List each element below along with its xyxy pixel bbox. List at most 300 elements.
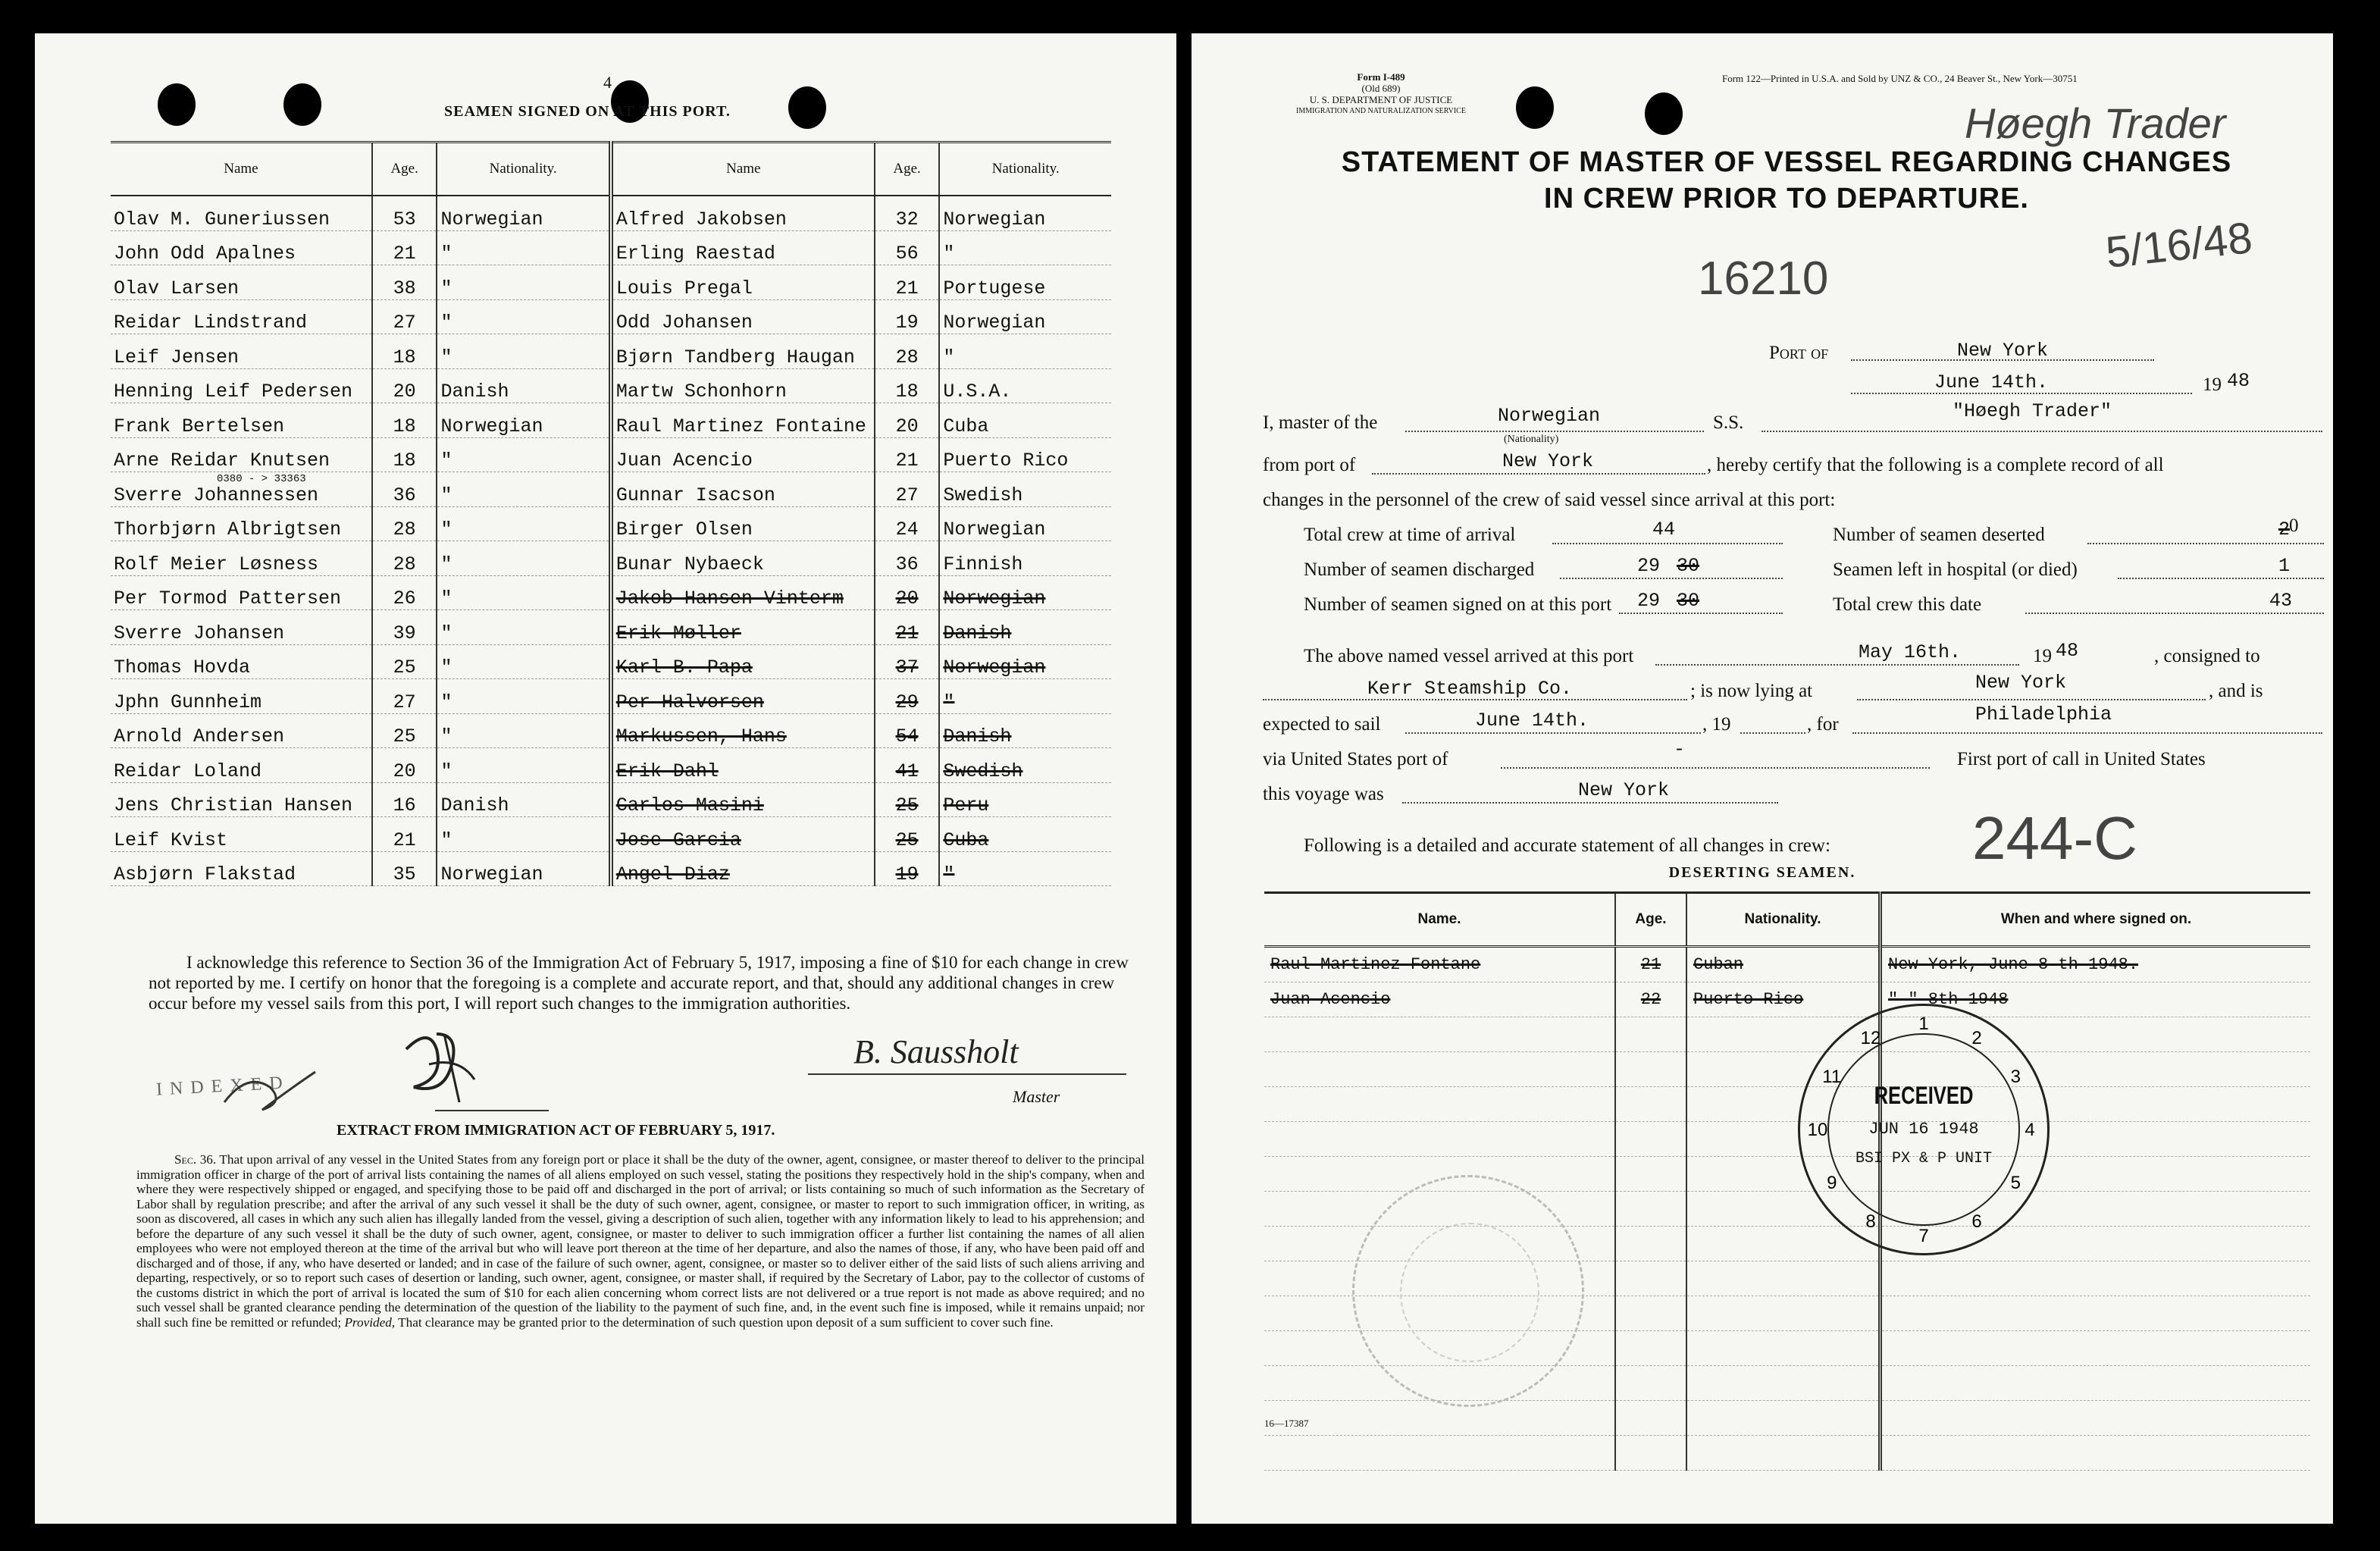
seaman-nationality: Danish bbox=[440, 381, 509, 403]
seaman-name: Jens Christian Hansen bbox=[114, 794, 353, 816]
seaman-age: 35 bbox=[393, 863, 416, 885]
seaman-age: 38 bbox=[393, 277, 416, 299]
seaman-nationality: Norwegian bbox=[943, 588, 1046, 609]
printer-note: Form 122—Printed in U.S.A. and Sold by UNZ & CO., 24 Beaver St., New York—30751 bbox=[1722, 73, 2078, 84]
seaman-name: Reidar Lindstrand bbox=[114, 312, 308, 334]
deserted-margin: 0 bbox=[2289, 515, 2299, 536]
seaman-nationality: " bbox=[440, 588, 453, 609]
table-row bbox=[1264, 1087, 2310, 1122]
table-cell bbox=[111, 265, 372, 300]
dotted-line bbox=[1405, 431, 1704, 432]
left-page bbox=[35, 33, 1176, 1524]
col-when-where: When and where signed on. bbox=[1881, 893, 2311, 947]
table-cell bbox=[437, 575, 610, 610]
seaman-age: 20 bbox=[895, 415, 919, 437]
seaman-name: Angel Diaz bbox=[615, 863, 730, 885]
deserter-age bbox=[1615, 1192, 1686, 1227]
col-name: Name. bbox=[1264, 893, 1615, 947]
deserter-nationality bbox=[1686, 1296, 1881, 1331]
proviso-text: That clearance may be granted prior to the determination of such question upon deposit of a sum sufficient to cover such fine. bbox=[398, 1314, 1054, 1330]
table-cell bbox=[875, 334, 940, 369]
table-cell bbox=[875, 265, 940, 300]
table-row bbox=[1264, 1436, 2310, 1471]
punch-hole bbox=[1516, 86, 1554, 129]
nationality-caption: (Nationality) bbox=[1504, 434, 1559, 445]
deserter-age bbox=[1615, 1157, 1686, 1192]
deserter-when-text: New York, June 8 th 1948. bbox=[1888, 955, 2139, 974]
deserter-nationality bbox=[1686, 1401, 1881, 1436]
seaman-age: 20 bbox=[895, 588, 919, 609]
seaman-nationality: Cuba bbox=[943, 415, 989, 437]
lying-text: ; is now lying at bbox=[1690, 681, 1813, 701]
table-cell bbox=[111, 782, 372, 817]
table-cell bbox=[111, 748, 372, 783]
table-cell bbox=[875, 299, 940, 334]
certify-text: , hereby certify that the following is a complete record of all bbox=[1707, 455, 2164, 475]
discharged-struck: 30 bbox=[1677, 555, 1700, 577]
table-cell bbox=[939, 403, 1111, 438]
table-cell bbox=[372, 782, 437, 817]
handwritten-code: 244-C bbox=[1972, 804, 2137, 872]
table-cell bbox=[939, 299, 1111, 334]
seaman-nationality: Norwegian bbox=[943, 519, 1046, 540]
deserter-when bbox=[1881, 1296, 2311, 1331]
deserter-age bbox=[1615, 1401, 1686, 1436]
seaman-nationality: " bbox=[440, 312, 453, 334]
seaman-nationality: Norwegian bbox=[943, 656, 1046, 678]
faded-seal bbox=[1352, 1175, 1584, 1407]
punch-hole bbox=[1645, 92, 1683, 135]
seaman-nationality: " bbox=[440, 346, 453, 368]
deserter-name bbox=[1264, 1052, 1615, 1087]
table-cell bbox=[111, 368, 372, 403]
table-cell bbox=[437, 748, 610, 783]
table-cell bbox=[437, 713, 610, 748]
table-cell bbox=[437, 644, 610, 679]
table-cell bbox=[111, 610, 372, 645]
table-cell bbox=[875, 403, 940, 438]
following-text: Following is a detailed and accurate statement of all changes in crew: bbox=[1304, 835, 1830, 856]
title-line-1: STATEMENT OF MASTER OF VESSEL REGARDING CHANGES bbox=[1341, 146, 2232, 178]
date-value: June 14th. bbox=[1934, 371, 2049, 393]
seaman-age: 27 bbox=[895, 484, 919, 506]
dotted-line bbox=[2087, 543, 2324, 544]
seaman-age: 16 bbox=[393, 794, 416, 816]
table-cell bbox=[372, 575, 437, 610]
deserter-nationality bbox=[1686, 1331, 1881, 1366]
signed-on-struck: 30 bbox=[1677, 590, 1700, 612]
seaman-age: 25 bbox=[895, 794, 919, 816]
deserter-nationality bbox=[1686, 1366, 1881, 1401]
table-header-row bbox=[111, 143, 1111, 196]
stamp-received: RECEIVED bbox=[1874, 1082, 1974, 1109]
seaman-nationality: Finnish bbox=[943, 553, 1023, 575]
table-row bbox=[1264, 1017, 2310, 1052]
table-cell bbox=[939, 644, 1111, 679]
seaman-age: 24 bbox=[895, 519, 919, 540]
seaman-nationality: " bbox=[440, 829, 453, 851]
consigned-text: , consigned to bbox=[2154, 646, 2260, 666]
table-cell bbox=[875, 851, 940, 886]
hospital-label: Seamen left in hospital (or died) bbox=[1833, 559, 2078, 580]
from-port-value: New York bbox=[1502, 450, 1594, 472]
form-old: (Old 689) bbox=[1361, 83, 1401, 94]
section-body: That upon arrival of any vessel in the United States from any foreign port or place it shall be the duty of the owner, agent, consignee, or master thereof to deliver to the principal immigration officer in charge of the port of arrival lists containing the names of all aliens employed on such vessel, stating the positions they respectively hold in the ship's company, when and where they were respectively shipped or engaged, and specifying those to be paid off and discharged in the port of arrival; or lists containing so much of such information as the Secretary of Labor shall by regulation prescribe; and after the arrival of any such vessel it shall be the duty of such owner, agent, consignee, or master to report to such immigration officer, in writing, as soon as discovered, all cases in which any such alien has illegally landed from the vessel, giving a description of such alien, together with any information likely to lead to his apprehension; and before the departure of any such vessel it shall be the duty of such owner, agent, consignee, or master to deliver to such immigration officer a further list containing the names of all alien employees who were not employed thereon at the time of the arrival but who will leave port thereon at the time of her departure, and also the names of those, if any, who have been paid off and discharged and of those, if any, who have deserted or landed; and in case of the failure of such owner, agent, consignee, or master so to deliver either of the said lists of such aliens arriving and departing, respectively, or so to report such cases of desertion or landing, such owner, agent, consignee, or master shall, if required by the Secretary of Labor, pay to the collector of customs of the customs district in which the port of arrival is located the sum of $10 for each alien concerning whom correct lists are not delivered or a true report is not made as above required; and no such vessel shall be granted clearance pending the determination of the question of the liability to the payment of such fine, and, in the event such fine is imposed, while it remains unpaid; nor shall such fine be remitted or refunded; bbox=[136, 1152, 1145, 1330]
stamp-date: JUN 16 1948 bbox=[1868, 1120, 1979, 1139]
table-cell bbox=[372, 299, 437, 334]
master-signature: B. Saussholt bbox=[853, 1033, 1019, 1070]
table-cell bbox=[875, 368, 940, 403]
seaman-age: 18 bbox=[393, 346, 416, 368]
stamp-digit: 6 bbox=[1971, 1211, 1982, 1233]
section-36-text bbox=[136, 1152, 1145, 1330]
deserter-name bbox=[1264, 1401, 1615, 1436]
table-cell bbox=[939, 506, 1111, 541]
right-page bbox=[1192, 33, 2333, 1524]
table-cell bbox=[875, 610, 940, 645]
seaman-nationality: " bbox=[943, 691, 955, 713]
table-cell bbox=[372, 644, 437, 679]
total-arrival-value: 44 bbox=[1652, 519, 1676, 540]
and-is: , and is bbox=[2209, 681, 2263, 701]
table-cell bbox=[437, 610, 610, 645]
seaman-nationality: " bbox=[440, 484, 453, 506]
deserting-title: DESERTING SEAMEN. bbox=[1668, 864, 1856, 881]
deserter-when bbox=[1881, 947, 2311, 982]
deserter-name bbox=[1264, 1436, 1615, 1471]
table-row bbox=[111, 610, 1111, 645]
hospital-value: 1 bbox=[2278, 555, 2291, 577]
stamp-digit: 4 bbox=[2025, 1120, 2035, 1140]
handwritten-date: 5/16/48 bbox=[2103, 213, 2255, 277]
table-row bbox=[111, 541, 1111, 576]
seaman-age: 27 bbox=[393, 691, 416, 713]
divider bbox=[435, 1110, 549, 1111]
table-cell bbox=[611, 334, 875, 369]
deserter-name bbox=[1264, 1017, 1615, 1052]
seaman-name: Olav M. Guneriussen bbox=[114, 208, 330, 230]
table-cell bbox=[372, 541, 437, 576]
seaman-nationality: Norwegian bbox=[440, 863, 543, 885]
table-cell bbox=[437, 334, 610, 369]
deserter-nationality bbox=[1686, 1436, 1881, 1471]
table-cell bbox=[437, 368, 610, 403]
table-cell bbox=[875, 575, 940, 610]
table-row bbox=[111, 817, 1111, 852]
first-port-value: New York bbox=[1578, 779, 1670, 801]
table-cell bbox=[611, 644, 875, 679]
table-cell bbox=[875, 782, 940, 817]
consignee: Kerr Steamship Co. bbox=[1367, 678, 1573, 700]
table-cell bbox=[611, 368, 875, 403]
seal-inner-ring bbox=[1400, 1223, 1539, 1362]
table-cell bbox=[372, 851, 437, 886]
seaman-nationality: " bbox=[440, 519, 453, 540]
service: IMMIGRATION AND NATURALIZATION SERVICE bbox=[1296, 107, 1466, 115]
table-row bbox=[111, 575, 1111, 610]
table-row bbox=[111, 265, 1111, 300]
via-value: - bbox=[1674, 738, 1686, 760]
seaman-name: Reidar Loland bbox=[114, 760, 262, 782]
seaman-age: 56 bbox=[895, 243, 919, 265]
stamp-digit: 1 bbox=[1918, 1014, 1929, 1034]
nationality-value: Norwegian bbox=[1498, 405, 1601, 427]
table-cell bbox=[611, 610, 875, 645]
table-cell bbox=[875, 541, 940, 576]
dotted-line bbox=[1762, 431, 2322, 432]
table-cell bbox=[111, 506, 372, 541]
seaman-age: 21 bbox=[895, 622, 919, 644]
master-prefix: I, master of the bbox=[1263, 412, 1378, 433]
deserter-age bbox=[1615, 1331, 1686, 1366]
deserter-age bbox=[1615, 1052, 1686, 1087]
table-cell bbox=[437, 403, 610, 438]
table-cell bbox=[611, 713, 875, 748]
table-cell bbox=[939, 368, 1111, 403]
arrived-date: May 16th. bbox=[1859, 641, 1962, 663]
stamp-digit: 10 bbox=[1807, 1120, 1828, 1140]
seamen-signed-table bbox=[111, 141, 1111, 886]
deserter-age bbox=[1615, 1296, 1686, 1331]
extract-title: EXTRACT FROM IMMIGRATION ACT OF FEBRUARY 5, 1917. bbox=[337, 1122, 775, 1139]
seaman-nationality: " bbox=[440, 277, 453, 299]
deserter-nationality bbox=[1686, 1261, 1881, 1296]
seaman-nationality: " bbox=[943, 863, 955, 885]
table-cell bbox=[437, 196, 610, 230]
signed-on-value: 29 bbox=[1637, 590, 1661, 612]
stamp-digit: 9 bbox=[1827, 1173, 1837, 1193]
seaman-name: Leif Jensen bbox=[114, 346, 240, 368]
seaman-age: 19 bbox=[895, 863, 919, 885]
table-cell bbox=[939, 541, 1111, 576]
deserter-age bbox=[1615, 982, 1686, 1017]
table-cell bbox=[611, 265, 875, 300]
table-cell bbox=[611, 748, 875, 783]
statement-title bbox=[1267, 144, 2306, 217]
table-cell bbox=[372, 610, 437, 645]
table-cell bbox=[437, 851, 610, 886]
stamp-digit: 11 bbox=[1822, 1067, 1842, 1087]
seaman-age: 28 bbox=[895, 346, 919, 368]
table-cell bbox=[372, 368, 437, 403]
seaman-name: Gunnar Isacson bbox=[615, 484, 775, 506]
initials-scribble bbox=[202, 1019, 520, 1117]
seaman-nationality: Swedish bbox=[943, 484, 1023, 506]
table-cell bbox=[611, 299, 875, 334]
dotted-line bbox=[1655, 664, 2019, 666]
seaman-name: Carlos Masini bbox=[615, 794, 764, 816]
table-row bbox=[111, 334, 1111, 369]
seaman-name: Raul Martinez Fontaine bbox=[615, 415, 866, 437]
seaman-name: Per Tormod Pattersen bbox=[114, 588, 342, 609]
stamp-digit: 12 bbox=[1860, 1027, 1881, 1048]
punch-hole bbox=[158, 83, 196, 126]
seaman-age: 36 bbox=[393, 484, 416, 506]
signed-on-label: Number of seamen signed on at this port bbox=[1304, 594, 1612, 615]
page-number: 4 bbox=[603, 73, 612, 92]
seaman-age: 21 bbox=[393, 243, 416, 265]
stamp-digit: 8 bbox=[1865, 1211, 1876, 1233]
seaman-name: Bunar Nybaeck bbox=[615, 553, 764, 575]
master-label: Master bbox=[1013, 1087, 1060, 1106]
seaman-name: Leif Kvist bbox=[114, 829, 228, 851]
seaman-nationality: " bbox=[440, 725, 453, 747]
table-cell bbox=[111, 817, 372, 852]
seaman-name: Thorbjørn Albrigtsen bbox=[114, 519, 342, 540]
discharged-label: Number of seamen discharged bbox=[1304, 559, 1535, 580]
seaman-name: Henning Leif Pedersen bbox=[114, 381, 353, 403]
department: U. S. DEPARTMENT OF JUSTICE bbox=[1309, 94, 1453, 105]
vessel-name: "Høegh Trader" bbox=[1953, 400, 2112, 422]
deserter-name bbox=[1264, 947, 1615, 982]
changes-text: changes in the personnel of the crew of said vessel since arrival at this port: bbox=[1263, 490, 1836, 510]
col-name: Name bbox=[111, 143, 372, 196]
seaman-age: 25 bbox=[393, 725, 416, 747]
seaman-name: Odd Johansen bbox=[615, 312, 753, 334]
sail-year-prefix: , 19 bbox=[1702, 714, 1731, 735]
seaman-name: Jose Garcia bbox=[615, 829, 741, 851]
handwritten-ship: Høegh Trader bbox=[1965, 99, 2226, 147]
seaman-name: Karl B. Papa bbox=[615, 656, 753, 678]
deserter-name-text: Raul Martinez Fontane bbox=[1270, 955, 1481, 974]
table-row bbox=[1264, 982, 2310, 1017]
table-cell bbox=[437, 299, 610, 334]
seaman-name: Louis Pregal bbox=[615, 277, 753, 299]
deserter-age bbox=[1615, 1366, 1686, 1401]
table-cell bbox=[611, 437, 875, 472]
table-cell bbox=[875, 437, 940, 472]
table-row bbox=[111, 437, 1111, 472]
seaman-age: 53 bbox=[393, 208, 416, 230]
table-cell bbox=[437, 472, 610, 507]
deserter-age bbox=[1615, 1122, 1686, 1157]
table-cell bbox=[437, 541, 610, 576]
table-cell bbox=[875, 196, 940, 230]
table-cell bbox=[437, 679, 610, 714]
seaman-nationality: Danish bbox=[943, 622, 1012, 644]
destination: Philadelphia bbox=[1975, 703, 2112, 725]
proviso-label: Provided, bbox=[344, 1314, 396, 1330]
deserter-nationality-text: Cuban bbox=[1693, 955, 1744, 974]
seaman-age: 18 bbox=[895, 381, 919, 403]
seaman-name: Erling Raestad bbox=[615, 243, 775, 265]
stamp-digit: 5 bbox=[2010, 1173, 2021, 1193]
table-cell bbox=[939, 196, 1111, 230]
dotted-line bbox=[2025, 613, 2324, 614]
seaman-age: 20 bbox=[393, 760, 416, 782]
table-cell bbox=[939, 575, 1111, 610]
dotted-line bbox=[1552, 543, 1783, 544]
deserter-name bbox=[1264, 1122, 1615, 1157]
table-cell bbox=[111, 437, 372, 472]
stamp-digit: 3 bbox=[2010, 1067, 2021, 1087]
table-row bbox=[111, 713, 1111, 748]
seaman-name: Birger Olsen bbox=[615, 519, 753, 540]
col-age: Age. bbox=[875, 143, 940, 196]
seaman-nationality: U.S.A. bbox=[943, 381, 1012, 403]
first-port-text: First port of call in United States bbox=[1957, 749, 2206, 769]
seaman-name: Juan Acencio bbox=[615, 450, 753, 472]
table-cell bbox=[875, 817, 940, 852]
seaman-nationality: " bbox=[440, 691, 453, 713]
deserted-label: Number of seamen deserted bbox=[1833, 525, 2045, 545]
seaman-nationality: " bbox=[943, 346, 955, 368]
table-cell bbox=[939, 334, 1111, 369]
deserter-age-text: 22 bbox=[1640, 990, 1661, 1009]
dotted-line bbox=[1857, 699, 2206, 700]
seaman-nationality: " bbox=[440, 553, 453, 575]
margin-note: 0380 - > 33363 bbox=[217, 473, 306, 485]
deserter-name bbox=[1264, 1087, 1615, 1122]
table-row bbox=[111, 403, 1111, 438]
col-nationality: Nationality. bbox=[939, 143, 1111, 196]
arrived-year-prefix: 19 bbox=[2033, 646, 2052, 666]
table-cell bbox=[372, 334, 437, 369]
punch-hole bbox=[283, 83, 321, 126]
seaman-name: Frank Bertelsen bbox=[114, 415, 285, 437]
table-row bbox=[1264, 1122, 2310, 1157]
deserter-when bbox=[1881, 1331, 2311, 1366]
seaman-nationality: " bbox=[440, 760, 453, 782]
table-cell bbox=[939, 679, 1111, 714]
table-cell bbox=[437, 265, 610, 300]
deserter-age bbox=[1615, 947, 1686, 982]
table-cell bbox=[437, 506, 610, 541]
seaman-nationality: Peru bbox=[943, 794, 989, 816]
col-nationality: Nationality. bbox=[437, 143, 610, 196]
form-number: Form I-489 bbox=[1357, 71, 1405, 83]
seaman-nationality: Danish bbox=[943, 725, 1012, 747]
table-cell bbox=[611, 679, 875, 714]
received-stamp bbox=[1798, 1004, 2050, 1255]
seaman-nationality: Norwegian bbox=[943, 208, 1046, 230]
table-cell bbox=[875, 713, 940, 748]
table-cell bbox=[437, 817, 610, 852]
deserter-name-text: Juan Acencio bbox=[1270, 990, 1391, 1009]
total-arrival-label: Total crew at time of arrival bbox=[1304, 525, 1516, 545]
table-cell bbox=[111, 299, 372, 334]
seaman-nationality: " bbox=[943, 243, 955, 265]
seaman-nationality: Swedish bbox=[943, 760, 1023, 782]
expected-text: expected to sail bbox=[1263, 714, 1381, 735]
seaman-name: Sverre Johannessen bbox=[114, 484, 319, 506]
dotted-line bbox=[1619, 613, 1783, 614]
seaman-nationality: " bbox=[440, 243, 453, 265]
dotted-line bbox=[1372, 473, 1705, 475]
table-cell bbox=[372, 230, 437, 265]
seaman-name: Arnold Andersen bbox=[114, 725, 285, 747]
table-cell bbox=[939, 472, 1111, 507]
seaman-age: 37 bbox=[895, 656, 919, 678]
punch-hole bbox=[788, 86, 826, 129]
table-cell bbox=[372, 196, 437, 230]
via-text: via United States port of bbox=[1263, 749, 1448, 769]
seaman-name: Markussen, Hans bbox=[615, 725, 787, 747]
discharged-value: 29 bbox=[1637, 555, 1661, 577]
seaman-name: Erik Møller bbox=[615, 622, 741, 644]
table-cell bbox=[611, 541, 875, 576]
seaman-nationality: " bbox=[440, 656, 453, 678]
table-cell bbox=[372, 748, 437, 783]
deserter-when bbox=[1881, 1401, 2311, 1436]
deserter-age bbox=[1615, 1436, 1686, 1471]
table-cell bbox=[611, 575, 875, 610]
table-cell bbox=[939, 748, 1111, 783]
table-cell bbox=[875, 748, 940, 783]
table-cell bbox=[611, 782, 875, 817]
ss-label: S.S. bbox=[1713, 412, 1744, 433]
deserter-when-text: " " 8th 1948 bbox=[1888, 990, 2009, 1009]
